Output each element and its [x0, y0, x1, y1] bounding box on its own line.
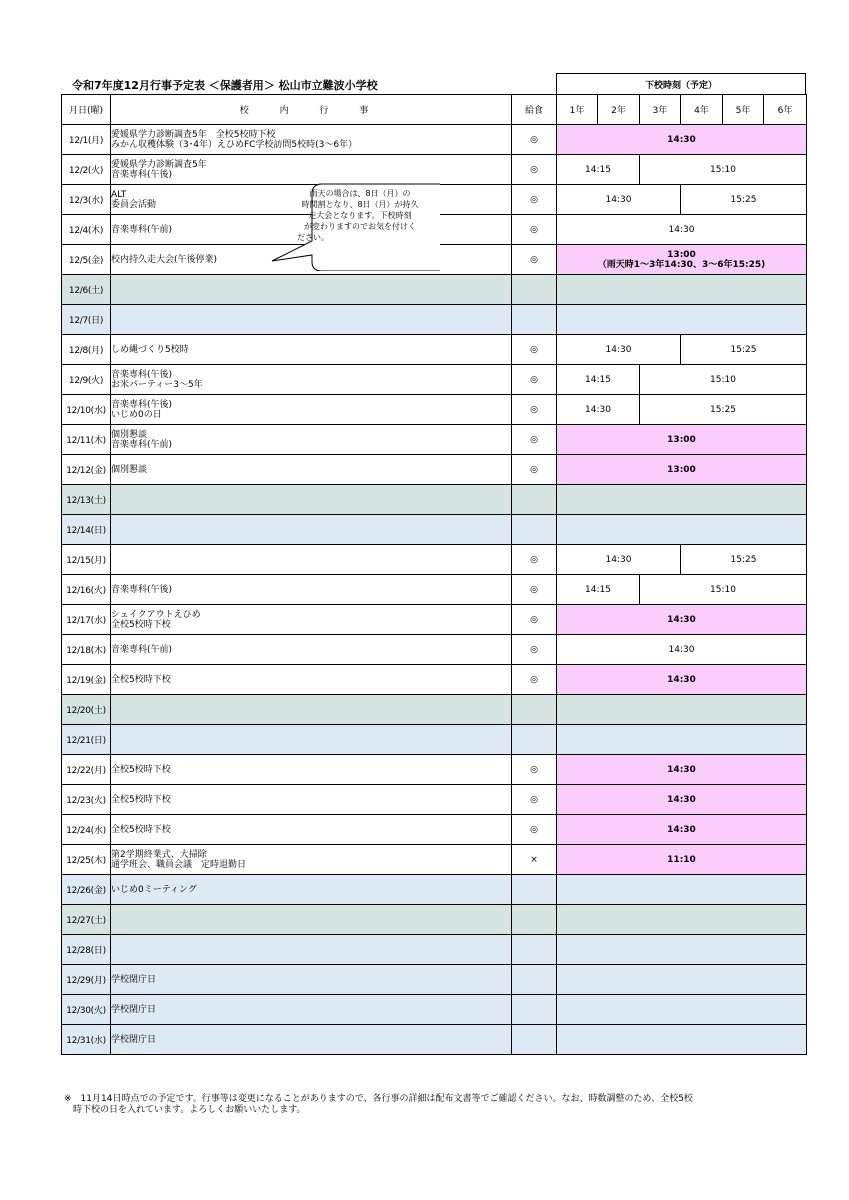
dismissal-time: 14:30	[557, 335, 681, 365]
table-row	[62, 125, 807, 155]
header-date: 月日(曜)	[62, 95, 111, 125]
table-row	[62, 695, 807, 725]
row-lunch	[512, 485, 557, 515]
table-row	[62, 545, 807, 575]
table-row	[62, 485, 807, 515]
event-line: 第2学期終業式、大掃除	[111, 849, 207, 860]
row-lunch	[512, 875, 557, 905]
dismissal-time	[557, 515, 807, 545]
row-date: 12/18(木)	[62, 635, 111, 665]
row-lunch: ◎	[512, 785, 557, 815]
row-date: 12/11(木)	[62, 425, 111, 455]
event-line: いじめ0ミーティング	[111, 884, 197, 895]
header-grade-5: 5年	[723, 95, 764, 125]
row-lunch: ×	[512, 845, 557, 875]
table-row	[62, 755, 807, 785]
row-lunch: ◎	[512, 665, 557, 695]
event-line: 個別懇談	[111, 429, 148, 440]
table-row	[62, 335, 807, 365]
row-date: 12/8(月)	[62, 335, 111, 365]
dismissal-time: 15:25	[681, 335, 807, 365]
row-date: 12/20(土)	[62, 695, 111, 725]
row-lunch: ◎	[512, 455, 557, 485]
header-grade-1: 1年	[557, 95, 598, 125]
header-grade-4: 4年	[681, 95, 723, 125]
row-events	[111, 695, 512, 725]
row-events	[111, 995, 512, 1025]
event-line: シェイクアウトえひめ	[111, 609, 201, 620]
table-row	[62, 155, 807, 185]
row-events	[111, 845, 512, 875]
dismissal-time	[557, 995, 807, 1025]
dismissal-time: 15:10	[640, 155, 807, 185]
header-grade-3: 3年	[640, 95, 681, 125]
table-row	[62, 995, 807, 1025]
row-lunch	[512, 725, 557, 755]
dismissal-time: 11:10	[557, 845, 807, 875]
row-events	[111, 485, 512, 515]
row-lunch	[512, 965, 557, 995]
row-date: 12/14(日)	[62, 515, 111, 545]
row-date: 12/4(木)	[62, 215, 111, 245]
footnote: ※ 11月14日時点での予定です。行事等は変更になることがありますので、各行事の詳細は配布文書等でご確認ください。なお、時数調整のため、全校5校 時下校の日を入れています。よろしくお願いいたします。	[64, 1094, 693, 1115]
dismissal-time: 14:30	[557, 185, 681, 215]
event-line: ALT	[111, 189, 127, 200]
dismissal-time: 14:30	[557, 755, 807, 785]
dismissal-time	[557, 725, 807, 755]
row-lunch: ◎	[512, 155, 557, 185]
event-line: 愛媛県学力診断調査5年	[111, 159, 207, 170]
row-date: 12/9(火)	[62, 365, 111, 395]
header-row	[62, 95, 807, 125]
row-date: 12/16(火)	[62, 575, 111, 605]
dismissal-time: 14:30	[557, 635, 807, 665]
dismissal-time: 14:30	[557, 215, 807, 245]
row-events	[111, 365, 512, 395]
event-line: 全校5校時下校	[111, 824, 171, 835]
table-row	[62, 1025, 807, 1055]
row-date: 12/7(日)	[62, 305, 111, 335]
dismissal-time	[557, 875, 807, 905]
dismissal-time: 14:30	[557, 665, 807, 695]
event-line: 学校閉庁日	[111, 1004, 157, 1015]
row-events	[111, 875, 512, 905]
event-line: 個別懇談	[111, 464, 148, 475]
callout-text: 雨天の場合は、8日（月）の 時間割となり、8日（月）が持久 走大会となります。下校時刻 が変わりますのでお気を付けく ださい。	[297, 189, 419, 242]
dismissal-time: 15:10	[640, 575, 807, 605]
event-line: 校内持久走大会(午後停業)	[111, 254, 218, 265]
event-line: 音楽専科(午前)	[111, 439, 173, 450]
event-line: 学校閉庁日	[111, 974, 157, 985]
row-events	[111, 155, 512, 185]
header-events: 校 内 行 事	[111, 95, 512, 125]
row-events	[111, 725, 512, 755]
table-row	[62, 665, 807, 695]
table-row	[62, 275, 807, 305]
row-events	[111, 905, 512, 935]
row-date: 12/28(日)	[62, 935, 111, 965]
table-row	[62, 935, 807, 965]
table-row	[62, 845, 807, 875]
row-events	[111, 1025, 512, 1055]
table-row	[62, 965, 807, 995]
table-row	[62, 365, 807, 395]
dismissal-time: 14:30	[557, 605, 807, 635]
row-lunch: ◎	[512, 215, 557, 245]
event-line: お米パーティー3～5年	[111, 379, 203, 390]
row-date: 12/1(月)	[62, 125, 111, 155]
dismissal-time: 15:25	[681, 545, 807, 575]
dismissal-time: 15:25	[640, 395, 807, 425]
header-grade-6: 6年	[764, 95, 807, 125]
event-line: 愛媛県学力診断調査5年 全校5校時下校	[111, 129, 276, 140]
event-line: 全校5校時下校	[111, 674, 171, 685]
row-date: 12/5(金)	[62, 245, 111, 275]
row-date: 12/3(水)	[62, 185, 111, 215]
row-lunch	[512, 1025, 557, 1055]
table-row	[62, 395, 807, 425]
row-events	[111, 965, 512, 995]
table-row	[62, 725, 807, 755]
row-events	[111, 515, 512, 545]
row-date: 12/27(土)	[62, 905, 111, 935]
header-grade-2: 2年	[598, 95, 640, 125]
row-lunch: ◎	[512, 395, 557, 425]
event-line: 音楽専科(午後)	[111, 169, 173, 180]
page-title: 令和7年度12月行事予定表 ＜保護者用＞ 松山市立難波小学校	[72, 79, 378, 92]
row-date: 12/21(日)	[62, 725, 111, 755]
dismissal-time: 14:30	[557, 395, 640, 425]
row-events	[111, 575, 512, 605]
row-lunch	[512, 695, 557, 725]
row-events	[111, 335, 512, 365]
dismissal-time: 13:00 （雨天時1～3年14:30、3～6年15:25)	[557, 245, 807, 275]
row-events	[111, 275, 512, 305]
dismissal-time: 14:30	[557, 125, 807, 155]
row-lunch: ◎	[512, 815, 557, 845]
event-line: 音楽専科(午後)	[111, 369, 173, 380]
dismissal-time	[557, 905, 807, 935]
row-date: 12/12(金)	[62, 455, 111, 485]
dismissal-time: 14:30	[557, 545, 681, 575]
event-line: 音楽専科(午後)	[111, 584, 173, 595]
row-lunch: ◎	[512, 575, 557, 605]
dismissal-time: 14:15	[557, 155, 640, 185]
dismissal-time: 14:30	[557, 785, 807, 815]
row-date: 12/22(月)	[62, 755, 111, 785]
dismissal-time: 14:30	[557, 815, 807, 845]
row-events	[111, 935, 512, 965]
table-row	[62, 305, 807, 335]
row-events	[111, 395, 512, 425]
row-date: 12/31(水)	[62, 1025, 111, 1055]
dismissal-time	[557, 305, 807, 335]
row-lunch: ◎	[512, 605, 557, 635]
row-events	[111, 305, 512, 335]
row-events	[111, 605, 512, 635]
table-row	[62, 905, 807, 935]
event-line: しめ縄づくり5校時	[111, 344, 189, 355]
dismissal-time: 13:00	[557, 455, 807, 485]
dismissal-header: 下校時刻（予定）	[556, 73, 806, 94]
event-line: 音楽専科(午後)	[111, 399, 173, 410]
row-events	[111, 635, 512, 665]
row-lunch: ◎	[512, 635, 557, 665]
row-date: 12/10(水)	[62, 395, 111, 425]
row-events	[111, 785, 512, 815]
row-lunch	[512, 995, 557, 1025]
table-row	[62, 515, 807, 545]
table-row	[62, 815, 807, 845]
row-lunch	[512, 935, 557, 965]
dismissal-time: 14:15	[557, 365, 640, 395]
dismissal-time: 14:15	[557, 575, 640, 605]
row-date: 12/24(水)	[62, 815, 111, 845]
header-lunch: 給食	[512, 95, 557, 125]
dismissal-time	[557, 695, 807, 725]
row-date: 12/17(水)	[62, 605, 111, 635]
event-line: 全校5校時下校	[111, 764, 171, 775]
dismissal-time: 13:00	[557, 425, 807, 455]
dismissal-time	[557, 275, 807, 305]
event-line: 学校閉庁日	[111, 1034, 157, 1045]
row-date: 12/15(月)	[62, 545, 111, 575]
row-lunch: ◎	[512, 365, 557, 395]
row-date: 12/2(火)	[62, 155, 111, 185]
table-row	[62, 785, 807, 815]
event-line: 通学班会、職員会議 定時退勤日	[111, 859, 247, 870]
table-row	[62, 635, 807, 665]
row-date: 12/25(木)	[62, 845, 111, 875]
event-line: いじめ0の日	[111, 409, 162, 420]
row-date: 12/13(土)	[62, 485, 111, 515]
row-events	[111, 455, 512, 485]
row-date: 12/19(金)	[62, 665, 111, 695]
dismissal-time	[557, 485, 807, 515]
row-lunch	[512, 275, 557, 305]
row-lunch: ◎	[512, 755, 557, 785]
dismissal-time: 15:10	[640, 365, 807, 395]
row-events	[111, 665, 512, 695]
row-lunch: ◎	[512, 245, 557, 275]
table-row	[62, 575, 807, 605]
row-date: 12/23(火)	[62, 785, 111, 815]
row-date: 12/26(金)	[62, 875, 111, 905]
event-line: 全校5校時下校	[111, 619, 171, 630]
row-date: 12/30(火)	[62, 995, 111, 1025]
table-row	[62, 875, 807, 905]
row-events	[111, 755, 512, 785]
row-lunch: ◎	[512, 425, 557, 455]
event-line: 音楽専科(午前)	[111, 644, 173, 655]
row-events	[111, 125, 512, 155]
row-events	[111, 425, 512, 455]
row-lunch	[512, 515, 557, 545]
row-events	[111, 545, 512, 575]
dismissal-time	[557, 1025, 807, 1055]
row-lunch	[512, 305, 557, 335]
row-lunch: ◎	[512, 335, 557, 365]
table-row	[62, 425, 807, 455]
row-events	[111, 815, 512, 845]
row-lunch: ◎	[512, 545, 557, 575]
event-line: 委員会活動	[111, 199, 157, 210]
row-lunch	[512, 905, 557, 935]
row-date: 12/29(月)	[62, 965, 111, 995]
dismissal-time	[557, 965, 807, 995]
event-line: 音楽専科(午前)	[111, 224, 173, 235]
event-line: みかん収穫体験（3･4年）えひめFC学校訪問5校時(3～6年）	[111, 139, 358, 150]
row-date: 12/6(土)	[62, 275, 111, 305]
table-row	[62, 605, 807, 635]
event-line: 全校5校時下校	[111, 794, 171, 805]
dismissal-time	[557, 935, 807, 965]
dismissal-time: 15:25	[681, 185, 807, 215]
table-row	[62, 455, 807, 485]
row-lunch: ◎	[512, 185, 557, 215]
row-lunch: ◎	[512, 125, 557, 155]
